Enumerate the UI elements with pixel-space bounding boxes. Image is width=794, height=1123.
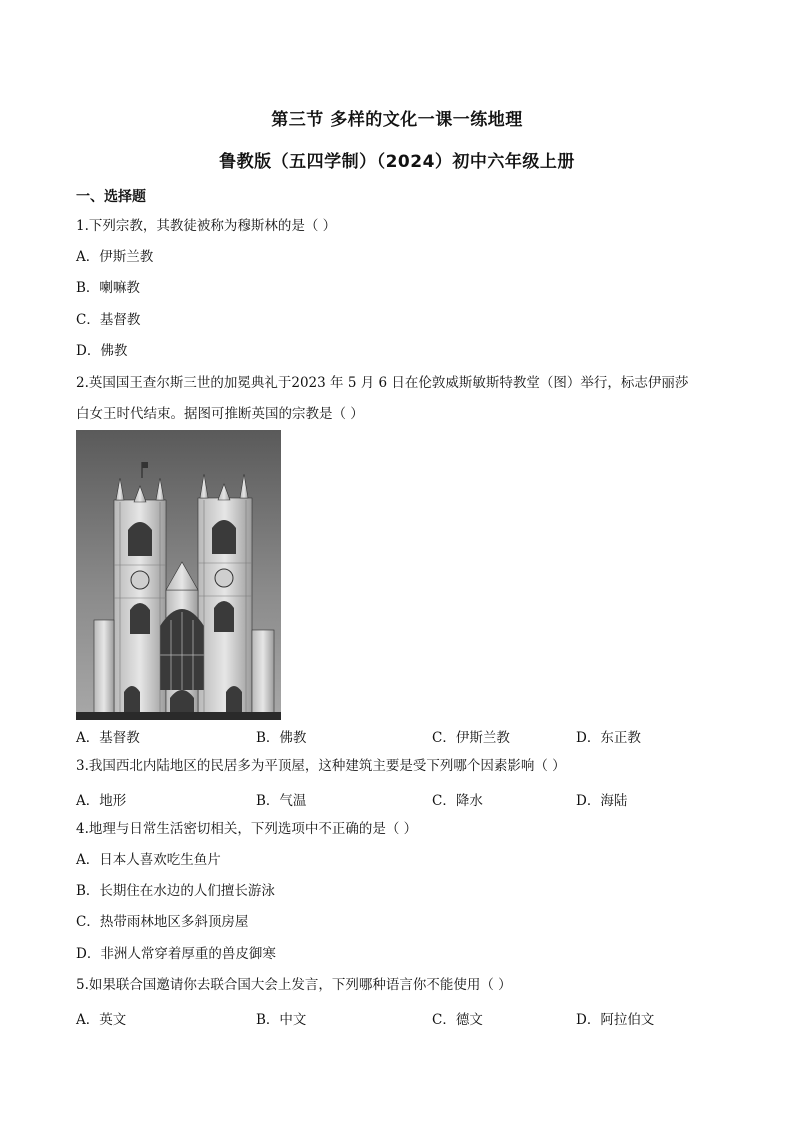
question-5-option-d: D．阿拉伯文 <box>576 1012 655 1028</box>
question-3-option-b: B．气温 <box>256 793 307 809</box>
question-4-option-d: D．非洲人常穿着厚重的兽皮御寒 <box>76 946 276 962</box>
question-2-options <box>76 726 726 746</box>
question-1-option-b: B．喇嘛教 <box>76 280 140 296</box>
westminster-abbey-photo <box>76 430 281 720</box>
question-1-option-c: C．基督教 <box>76 312 141 328</box>
question-5-option-c: C．德文 <box>432 1012 483 1028</box>
question-3-option-a: A．地形 <box>76 793 127 809</box>
question-5-options <box>76 1008 726 1028</box>
question-5-stem: 5.如果联合国邀请你去联合国大会上发言，下列哪种语言你不能使用（ ） <box>76 977 512 993</box>
question-2-option-d: D．东正教 <box>576 730 641 746</box>
section-heading: 一、选择题 <box>76 189 146 205</box>
question-4-option-b: B．长期住在水边的人们擅长游泳 <box>76 883 275 899</box>
question-4-stem: 4.地理与日常生活密切相关，下列选项中不正确的是（ ） <box>76 821 418 837</box>
question-1-stem: 1.下列宗教，其教徒被称为穆斯林的是（ ） <box>76 218 337 234</box>
question-2-option-c: C．伊斯兰教 <box>432 730 510 746</box>
question-3-stem: 3.我国西北内陆地区的民居多为平顶屋，这种建筑主要是受下列哪个因素影响（ ） <box>76 758 566 774</box>
question-2-option-a: A．基督教 <box>76 730 140 746</box>
page-title: 第三节 多样的文化一课一练地理 <box>271 110 523 130</box>
question-2-stem-line1: 2.英国国王查尔斯三世的加冕典礼于2023 年 5 月 6 日在伦敦威斯敏斯特教堂（图）举行，标志伊丽莎 <box>76 375 689 391</box>
question-5-option-a: A．英文 <box>76 1012 127 1028</box>
question-4-option-a: A．日本人喜欢吃生鱼片 <box>76 852 221 868</box>
question-3-options <box>76 789 726 809</box>
question-1-option-a: A．伊斯兰教 <box>76 249 154 265</box>
page-subtitle: 鲁教版（五四学制）（2024）初中六年级上册 <box>219 152 575 172</box>
question-2-option-b: B．佛教 <box>256 730 307 746</box>
question-1-option-d: D．佛教 <box>76 343 128 359</box>
question-2-stem-line2: 白女王时代结束。据图可推断英国的宗教是（ ） <box>76 406 364 422</box>
question-4-option-c: C．热带雨林地区多斜顶房屋 <box>76 914 249 930</box>
question-3-option-d: D．海陆 <box>576 793 628 809</box>
question-3-option-c: C．降水 <box>432 793 483 809</box>
question-5-option-b: B．中文 <box>256 1012 307 1028</box>
